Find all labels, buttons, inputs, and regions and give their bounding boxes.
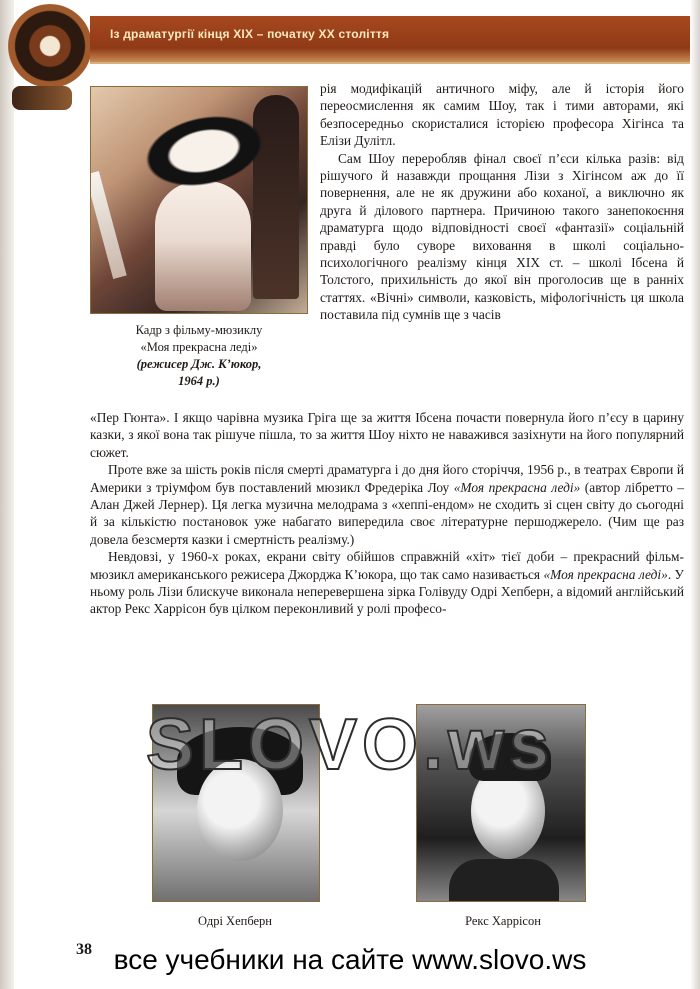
chapter-title: Із драматургії кінця XIX – початку XX століття xyxy=(110,27,390,41)
chapter-header-banner xyxy=(90,16,690,64)
footer-watermark-link[interactable]: все учебники на сайте www.slovo.ws xyxy=(113,944,587,975)
musical-title: «Моя прекрасна леді» xyxy=(453,479,581,495)
page-number: 38 xyxy=(76,941,92,958)
portrait-caption-left: Одрі Хепберн xyxy=(197,914,273,928)
right-column-text xyxy=(320,80,684,324)
caption-line-2: «Моя прекрасна леді» xyxy=(140,340,258,354)
body-paragraph-1: «Пер Гюнта». І якщо чарівна музика Гріга ще за життя Ібсена почасти повернула його п’єсу в царину казки, з якої вона так рішуче пішла, то за життя Шоу ніхто не наважився зазіхнути на його популярний сюжет. xyxy=(90,410,684,460)
column-paragraph-2: Сам Шоу переробляв фінал своєї п’єси кілька разів: від рішучого й назавжди прощання Лізи з Хігінсом аж до її повернення, але не як дружини або коханої, а виключно як друга й ділового партнера. Причиною такого занепокоєння драматурга щодо відповідності своєї «фантазії» соціальній правді було суворе виховання в школі соціально-психологічного реалізму кінця XIX ст. – школі Ібсена й Толстого, прихильність до якої він проголосив ще в ранніх статтях. «Вічні» символи, казковість, міфологічність ця школа поставила під сумнів ще з часів xyxy=(320,150,684,323)
page-left-edge xyxy=(0,0,14,989)
body-paragraph-2-part-a: Проте вже за шість років після смерті драматурга і до дня його сторіччя, 1956 р., в театрах Європи й Америки з тріумфом був поставлений мюзикл Фредеріка Лоу xyxy=(90,462,684,495)
portrait-caption-right: Рекс Харрісон xyxy=(465,914,541,928)
photo-parasol xyxy=(90,171,127,279)
full-width-text xyxy=(90,409,684,618)
site-watermark: SLOVO.ws xyxy=(145,705,555,785)
movie-still-caption xyxy=(94,322,304,390)
body-paragraph-3-part-c: . У ньому роль Лізи блискуче виконала неперевершена зірка Голівуду Одрі Хепберн, а відомий англійський актор Рекс Харрісон був цілком переконливий у ролі професо- xyxy=(90,566,684,617)
body-paragraph-3 xyxy=(90,548,684,618)
caption-line-1: Кадр з фільму-мюзиклу xyxy=(135,323,263,337)
film-title: «Моя прекрасна леді» xyxy=(543,566,668,582)
film-strip-ornament xyxy=(12,86,72,110)
gear-ornament-icon xyxy=(8,4,92,88)
page-right-edge xyxy=(690,0,700,989)
column-paragraph-1: рія модифікацій античного міфу, але й історія його переосмислення як самим Шоу, так і тими авторами, які безпосередньо скористалися історією професора Хігінса та Елізи Дулітл. xyxy=(320,81,684,149)
body-paragraph-3-part-a: Невдовзі, у 1960-х роках, екрани світу обійшов справжній «хіт» тієї доби – прекрасний фільм-мюзикл американського режисера Джорджа К’юкора, що так само називається xyxy=(90,549,684,582)
caption-line-4: 1964 р.) xyxy=(178,374,220,388)
body-paragraph-2 xyxy=(90,461,684,548)
photo-dress-figure xyxy=(155,181,251,311)
caption-line-3: (режисер Дж. К’юкор, xyxy=(136,357,262,371)
movie-still-photo xyxy=(90,86,308,314)
body-paragraph-2-part-c: (автор лібретто – Алан Джей Лернер). Ця легка музична мелодрама з «хеппі-ендом» не сходить зі сцен світу до сьогодні й за кількістю постановок уже набагато випередила своє літературне першоджерело. (Чим ще раз довела безсмертя казки і смертність реалізму.) xyxy=(90,479,685,547)
portrait-suit xyxy=(449,859,559,901)
